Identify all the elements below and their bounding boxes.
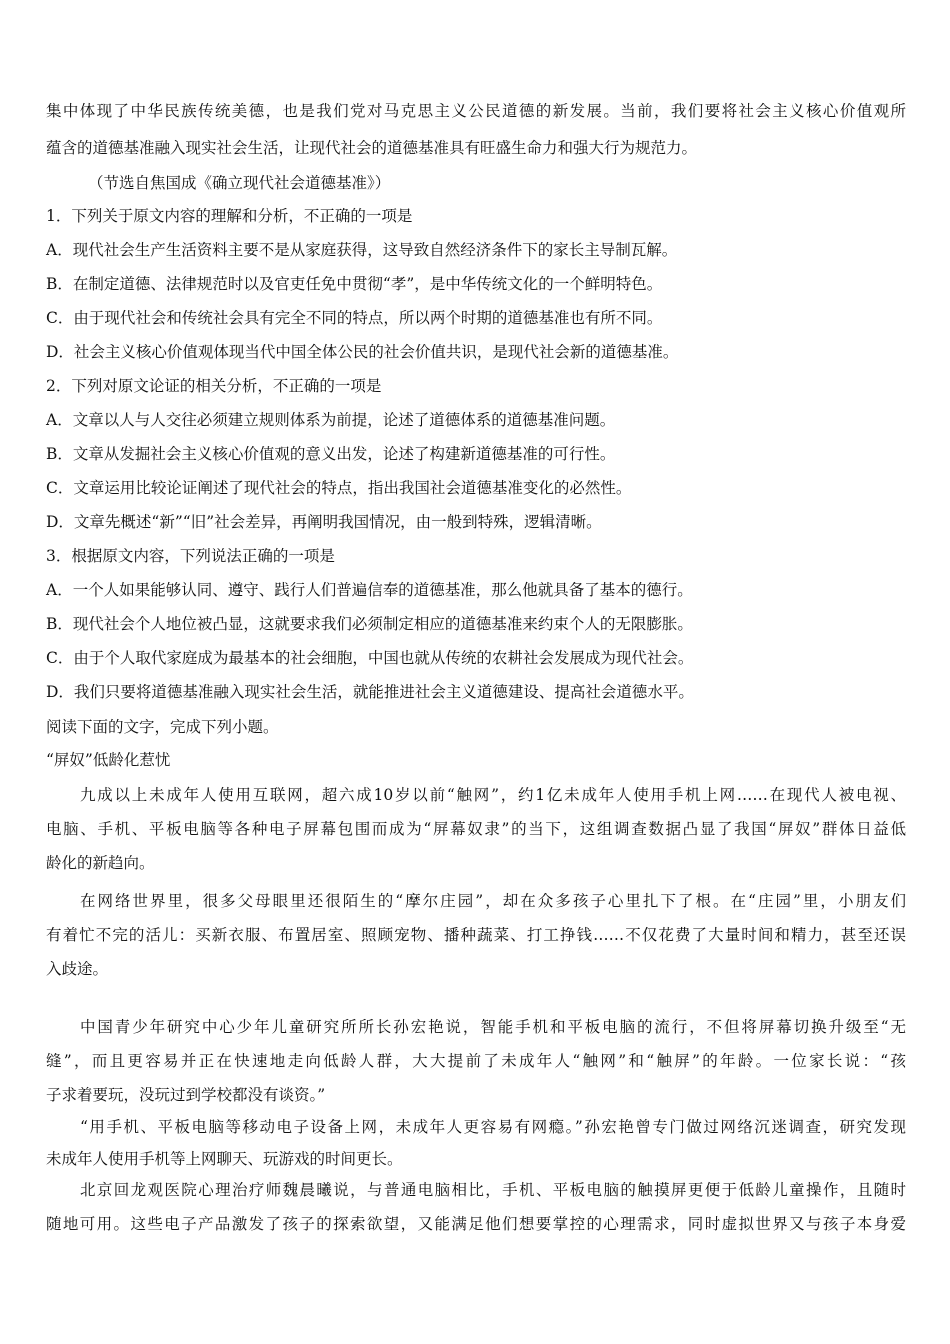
passage-line: 蕴含的道德基准融入现实社会生活，让现代社会的道德基准具有旺盛生命力和强大行为规范力。	[46, 139, 698, 157]
question-option: B．文章从发掘社会主义核心价值观的意义出发，论述了构建新道德基准的可行性。	[46, 445, 616, 463]
question-stem: 1．下列关于原文内容的理解和分析，不正确的一项是	[46, 207, 413, 225]
question-option: D．文章先概述“新”“旧”社会差异，再阐明我国情况，由一般到特殊，逻辑清晰。	[46, 513, 602, 531]
paragraph-line: 九成以上未成年人使用互联网，超六成10岁以前“触网”，约1亿未成年人使用手机上网……在现代人被电视、	[80, 786, 906, 804]
passage-title: “屏奴”低龄化惹忧	[46, 751, 171, 769]
paragraph-line: “用手机、平板电脑等移动电子设备上网，未成年人更容易有网瘾。”孙宏艳曾专门做过网络沉迷调查，研究发现	[80, 1118, 906, 1136]
paragraph-line: 龄化的新趋向。	[46, 854, 155, 872]
question-option: C．文章运用比较论证阐述了现代社会的特点，指出我国社会道德基准变化的必然性。	[46, 479, 632, 497]
paragraph-line: 入歧途。	[46, 960, 109, 978]
paragraph-line: 电脑、手机、平板电脑等各种电子屏幕包围而成为“屏幕奴隶”的当下，这组调查数据凸显了我国“屏奴”群体日益低	[46, 820, 906, 838]
paragraph-line: 未成年人使用手机等上网聊天、玩游戏的时间更长。	[46, 1150, 403, 1168]
reading-instruction: 阅读下面的文字，完成下列小题。	[46, 718, 279, 736]
paragraph-line: 中国青少年研究中心少年儿童研究所所长孙宏艳说，智能手机和平板电脑的流行，不但将屏幕切换升级至“无	[80, 1018, 906, 1036]
question-option: A．文章以人与人交往必须建立规则体系为前提，论述了道德体系的道德基准问题。	[46, 411, 616, 429]
source-citation: （节选自焦国成《确立现代社会道德基准》）	[88, 174, 391, 192]
question-option: D．社会主义核心价值观体现当代中国全体公民的社会价值共识，是现代社会新的道德基准。	[46, 343, 679, 361]
paragraph-line: 在网络世界里，很多父母眼里还很陌生的“摩尔庄园”，却在众多孩子心里扎下了根。在“庄园”里，小朋友们	[80, 892, 906, 910]
question-option: A．现代社会生产生活资料主要不是从家庭获得，这导致自然经济条件下的家长主导制瓦解。	[46, 241, 678, 259]
question-option: D．我们只要将道德基准融入现实社会生活，就能推进社会主义道德建设、提高社会道德水平。	[46, 683, 694, 701]
paragraph-line: 随地可用。这些电子产品激发了孩子的探索欲望，又能满足他们想要掌控的心理需求，同时虚拟世界又与孩子本身爱	[46, 1215, 906, 1233]
question-stem: 3．根据原文内容，下列说法正确的一项是	[46, 547, 335, 565]
question-option: C．由于个人取代家庭成为最基本的社会细胞，中国也就从传统的农耕社会发展成为现代社会。	[46, 649, 694, 667]
question-stem: 2．下列对原文论证的相关分析，不正确的一项是	[46, 377, 382, 395]
question-option: A．一个人如果能够认同、遵守、践行人们普遍信奉的道德基准，那么他就具备了基本的德行。	[46, 581, 693, 599]
question-option: B．现代社会个人地位被凸显，这就要求我们必须制定相应的道德基准来约束个人的无限膨胀。	[46, 615, 693, 633]
paragraph-line: 缝”，而且更容易并正在快速地走向低龄人群，大大提前了未成年人“触网”和“触屏”的年龄。一位家长说：“孩	[46, 1052, 906, 1070]
passage-line: 集中体现了中华民族传统美德，也是我们党对马克思主义公民道德的新发展。当前，我们要将社会主义核心价值观所	[46, 102, 906, 120]
paragraph-line: 北京回龙观医院心理治疗师魏晨曦说，与普通电脑相比，手机、平板电脑的触摸屏更便于低龄儿童操作，且随时	[80, 1181, 906, 1199]
question-option: C．由于现代社会和传统社会具有完全不同的特点，所以两个时期的道德基准也有所不同。	[46, 309, 663, 327]
paragraph-line: 有着忙不完的活儿：买新衣服、布置居室、照顾宠物、播种蔬菜、打工挣钱……不仅花费了大量时间和精力，甚至还误	[46, 926, 906, 944]
question-option: B．在制定道德、法律规范时以及官吏任免中贯彻“孝”，是中华传统文化的一个鲜明特色。	[46, 275, 663, 293]
paragraph-line: 子求着要玩，没玩过到学校都没有谈资。”	[46, 1086, 326, 1104]
